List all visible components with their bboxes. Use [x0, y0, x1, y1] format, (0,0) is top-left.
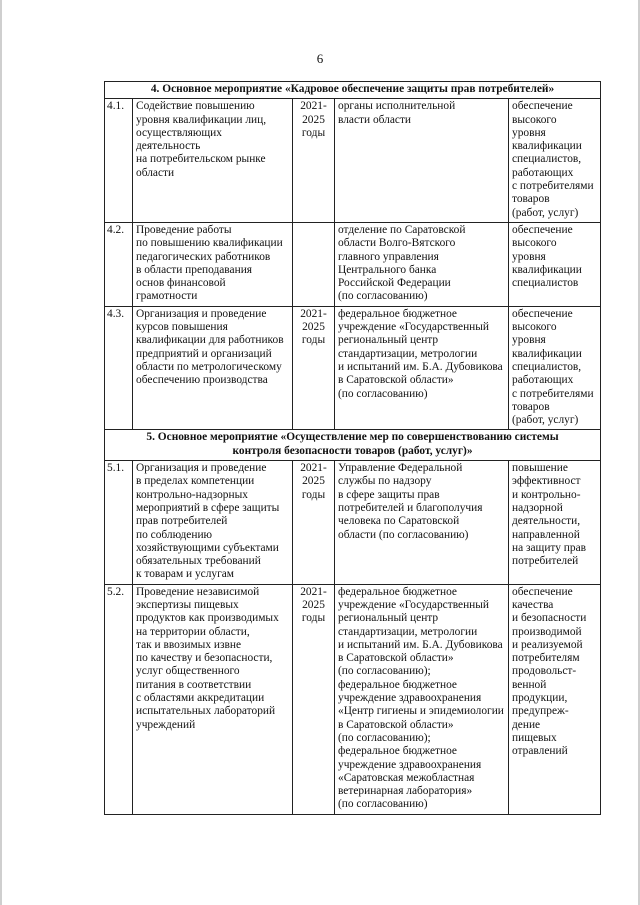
- activity-cell: Организация и проведение в пределах компетенции контрольно-надзорных мероприятий в сфере защиты прав потребителей по соблюдению хозяйствующими субъектами обязательных требований к товарам и услугам: [136, 462, 280, 581]
- measures-table: [104, 81, 601, 815]
- row-number: 5.2.: [107, 585, 125, 598]
- executor-cell: федеральное бюджетное учреждение «Государственный региональный центр стандартизации, метрологии и испытаний им. Б.А. Дубовикова в Саратовской области» (по согласованию); федеральное бюджетное учреждение здравоохранения «Центр гигиены и эпидемиологии в Саратовской области» (по согласованию); федеральное бюджетное учреждение здравоохранения «Саратовская межобластная ветеринарная лаборатория» (по согласованию): [338, 585, 504, 811]
- section-header-4: [105, 82, 601, 99]
- activity-cell: Организация и проведение курсов повышения квалификации для работников предприятий и организаций области по метрологическому обеспечению производства: [136, 307, 284, 387]
- result-cell: обеспечение качества и безопасности производимой и реализуемой потребителям продовольст- венной продукции, предупреж- дение пищевых отравлений: [512, 585, 587, 758]
- table-row: [105, 306, 601, 430]
- row-number: 5.1.: [107, 462, 125, 475]
- executor-cell: Управление Федеральной службы по надзору в сфере защиты прав потребителей и благополучия человека по Саратовской области (по согласованию): [338, 462, 483, 541]
- period-cell: 2021- 2025 годы: [300, 462, 327, 501]
- row-number: 4.1.: [107, 100, 125, 113]
- page-number: 6: [316, 51, 324, 66]
- executor-cell: отделение по Саратовской области Волго-Вятского главного управления Центрального банка Российской Федерации (по согласованию): [338, 223, 466, 303]
- result-cell: обеспечение высокого уровня квалификации специалистов, работающих с потребителями товаров (работ, услуг): [512, 100, 594, 219]
- activity-cell: Проведение независимой экспертизы пищевых продуктов как производимых на территории области, так и ввозимых извне по качеству и безопасности, услуг общественного питания в соответствии с областями аккредитации испытательных лабораторий учреждений: [136, 585, 279, 731]
- table-row: [105, 461, 601, 585]
- row-number: 4.2.: [107, 223, 125, 236]
- section-header-5: [105, 430, 601, 461]
- result-cell: обеспечение высокого уровня квалификации специалистов: [512, 223, 582, 290]
- activity-cell: Проведение работы по повышению квалификации педагогических работников в области преподавания основ финансовой грамотности: [136, 223, 283, 303]
- result-cell: обеспечение высокого уровня квалификации специалистов, работающих с потребителями товаров (работ, услуг): [512, 307, 594, 427]
- result-cell: повышение эффективност и контрольно- надзорной деятельности, направленной на защиту прав потребителей: [512, 462, 587, 568]
- row-number: 4.3.: [107, 307, 125, 320]
- table-row: [105, 584, 601, 814]
- table-row: [105, 99, 601, 223]
- period-cell: 2021- 2025 годы: [300, 307, 327, 347]
- section-title: 4. Основное мероприятие «Кадровое обеспечение защиты прав потребителей»: [150, 83, 555, 95]
- table-row: [105, 222, 601, 306]
- executor-cell: органы исполнительной власти области: [338, 100, 456, 126]
- period-cell: 2021- 2025 годы: [300, 585, 327, 625]
- section-title: 5. Основное мероприятие «Осуществление мер по совершенствованию системы контроля безопасности товаров (работ, услуг)»: [146, 431, 559, 457]
- scan-edge-left: [0, 0, 2, 905]
- activity-cell: Содействие повышению уровня квалификации лиц, осуществляющих деятельность на потребительском рынке области: [136, 100, 267, 179]
- period-cell: 2021- 2025 годы: [300, 100, 327, 139]
- executor-cell: федеральное бюджетное учреждение «Государственный региональный центр стандартизации, метрологии и испытаний им. Б.А. Дубовикова в Саратовской области» (по согласованию): [338, 307, 503, 400]
